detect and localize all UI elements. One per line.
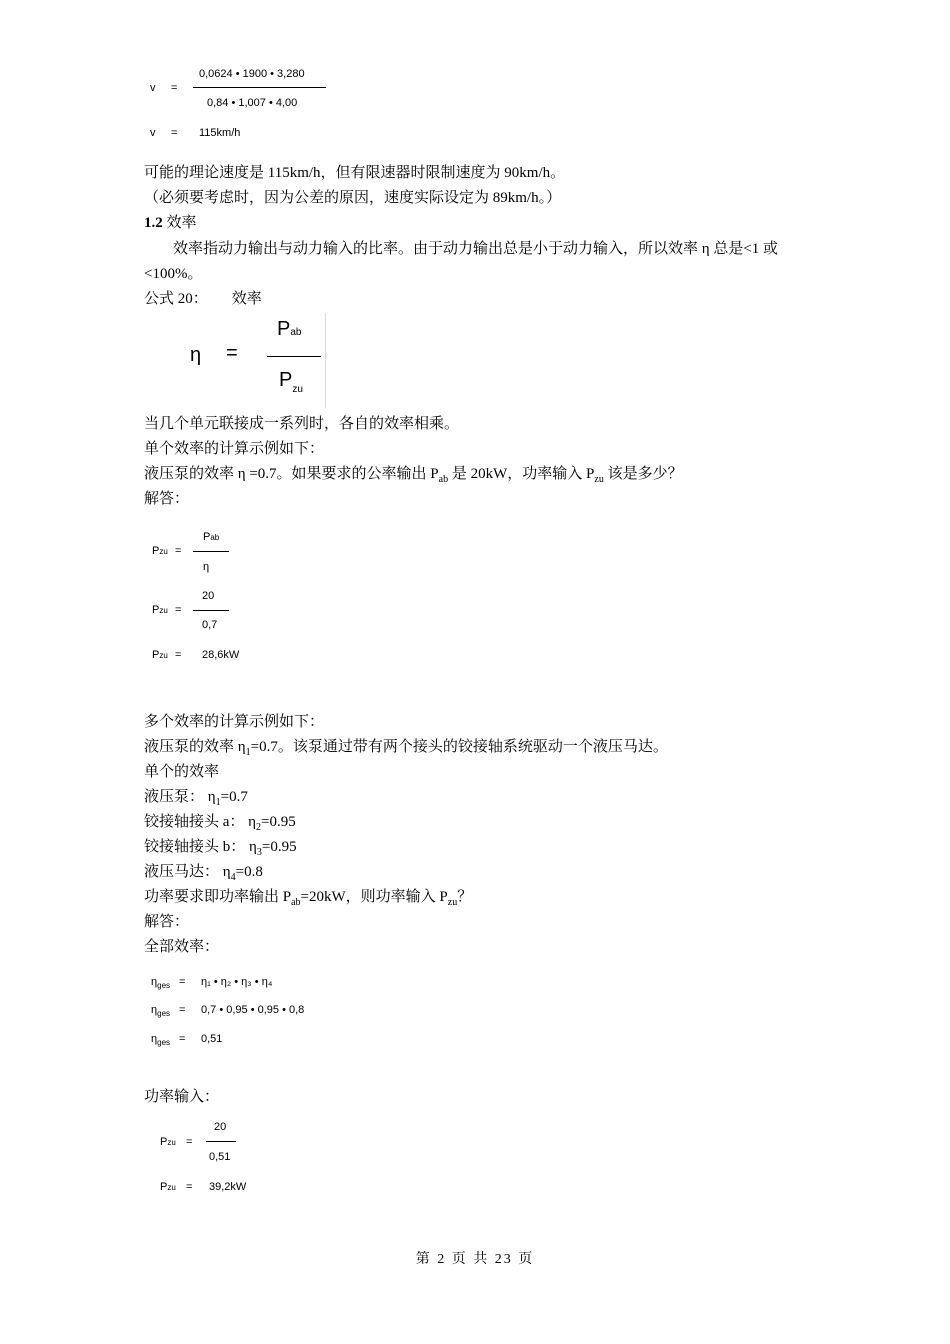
speed-result-value: 115km/h	[199, 127, 241, 139]
total-eff-label: 全部效率：	[144, 939, 220, 955]
speed-formula-denominator: 0,84 • 1,007 • 4,00	[207, 97, 298, 109]
formula20-frame-edge	[325, 313, 326, 408]
para-pump-question: 液压泵的效率 η =0.7。如果要求的公率输出 $P_{ab}$ 是 20kW，功率输入 $P_{zu}$ 该是多少？	[144, 466, 683, 485]
speed-formula-lhs: v	[150, 82, 156, 94]
para-multi-pump: 液压泵的效率 $\eta_1=0.7$。该泵通过带有两个接头的铰接轴系统驱动一个液压马达。	[144, 739, 668, 758]
para-speed-2: （必须要考虑时，因为公差的原因，速度实际设定为 89km/h。）	[144, 190, 562, 206]
para-eff-def-1: 效率指动力输出与动力输入的比率。由于动力输出总是小于动力输入，所以效率 η 总是<1 或	[173, 241, 779, 257]
formula20-den: $P_{zu}$	[279, 369, 303, 395]
speed-formula-numerator: 0,0624 • 1900 • 3,280	[199, 68, 305, 80]
formula-label	[144, 289, 262, 309]
formula20-lhs: η	[190, 344, 202, 366]
eff-item-pump: 液压泵： $\eta_1=0.7$	[144, 789, 248, 808]
power-input-label: 功率输入：	[144, 1089, 220, 1105]
formula-number: 公式 20：	[144, 291, 208, 307]
formula20-eq: =	[226, 342, 238, 364]
section-number: 1.2	[144, 215, 163, 231]
para-single-eff: 单个的效率	[144, 764, 220, 780]
para-multi-intro: 多个效率的计算示例如下：	[144, 714, 325, 730]
section-heading	[144, 213, 197, 233]
para-eff-def-2: <100%。	[144, 266, 203, 282]
speed-result-eq: =	[171, 127, 178, 139]
speed-formula-bar	[193, 87, 326, 88]
answer-label-2: 解答：	[144, 914, 190, 930]
page-footer: 第 2 页 共 23 页	[415, 1252, 535, 1267]
formula20-num: Pab	[277, 318, 302, 340]
section-title: 效率	[162, 215, 197, 231]
para-speed-1: 可能的理论速度是 115km/h，但有限速器时限制速度为 90km/h。	[144, 165, 566, 181]
para-series: 当几个单元联接成一系列时，各自的效率相乘。	[144, 416, 460, 432]
para-single-intro: 单个效率的计算示例如下：	[144, 441, 325, 457]
eff-item-joint-a: 铰接轴接头 a： $\eta_2=0.95$	[144, 814, 296, 833]
eff-item-joint-b: 铰接轴接头 b： $\eta_3=0.95$	[144, 839, 297, 858]
speed-formula-eq: =	[171, 82, 178, 94]
formula20-bar	[267, 356, 321, 357]
para-power-question: 功率要求即功率输出 $P_{ab}=20kW$，则功率输入 $P_{zu}$？	[144, 889, 473, 908]
eff-item-motor: 液压马达： $\eta_4=0.8$	[144, 864, 263, 883]
formula-name: 效率	[231, 291, 262, 307]
answer-label-1: 解答：	[144, 491, 190, 507]
speed-result-lhs: v	[150, 127, 156, 139]
